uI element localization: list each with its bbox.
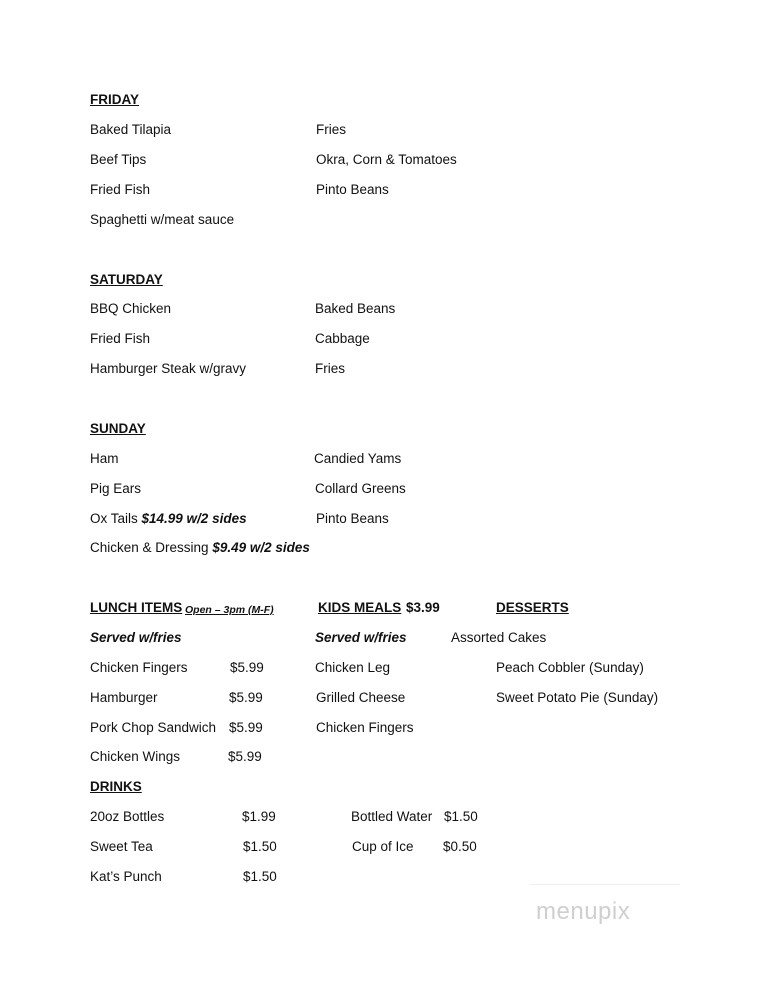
sunday-heading: SUNDAY [90,421,146,436]
kids-item-2: Grilled Cheese [316,690,406,705]
friday-main-1: Baked Tilapia [90,122,172,137]
desserts-heading: DESSERTS [496,600,569,615]
sunday-side-2: Collard Greens [315,481,406,496]
watermark-rule [530,884,680,885]
sunday-main-4 [90,540,310,556]
drink-price-2: $1.50 [243,839,277,854]
sunday-main-4-name: Chicken & Dressing [90,540,213,555]
dessert-item-1: Assorted Cakes [451,630,547,645]
saturday-side-1: Baked Beans [315,301,396,316]
lunch-item-3: Pork Chop Sandwich [90,720,217,735]
lunch-item-2: Hamburger [90,690,158,705]
lunch-hours: Open – 3pm (M-F) [185,604,274,616]
lunch-item-1: Chicken Fingers [90,660,188,675]
saturday-heading: SATURDAY [90,272,163,287]
saturday-side-3: Fries [315,361,345,376]
sunday-main-3 [90,511,247,527]
kids-item-3: Chicken Fingers [316,720,414,735]
drinks-heading: DRINKS [90,779,142,794]
drink-item-4: Bottled Water [351,809,433,824]
sunday-main-3-name: Ox Tails [90,511,142,526]
lunch-price-2: $5.99 [229,690,263,705]
saturday-main-1: BBQ Chicken [90,301,172,316]
lunch-heading: LUNCH ITEMS [90,600,183,615]
saturday-main-2: Fried Fish [90,331,151,346]
lunch-item-4: Chicken Wings [90,749,181,764]
lunch-price-1: $5.99 [230,660,264,675]
sunday-side-3: Pinto Beans [316,511,389,526]
sunday-side-1: Candied Yams [314,451,402,466]
drink-price-5: $0.50 [443,839,477,854]
friday-main-3: Fried Fish [90,182,151,197]
lunch-price-3: $5.99 [229,720,263,735]
kids-heading: KIDS MEALS [318,600,402,615]
saturday-main-3: Hamburger Steak w/gravy [90,361,247,376]
lunch-price-4: $5.99 [228,749,262,764]
friday-main-4: Spaghetti w/meat sauce [90,212,235,227]
sunday-main-4-note: $9.49 w/2 sides [212,540,310,555]
drink-item-5: Cup of Ice [352,839,414,854]
dessert-item-3: Sweet Potato Pie (Sunday) [496,690,659,705]
drink-item-3: Kat’s Punch [90,869,162,884]
menupix-watermark: menupix [536,898,631,925]
drink-item-1: 20oz Bottles [90,809,165,824]
drink-price-4: $1.50 [444,809,478,824]
drink-price-1: $1.99 [242,809,276,824]
kids-price: $3.99 [406,600,440,615]
lunch-served: Served w/fries [90,630,182,645]
drink-price-3: $1.50 [243,869,277,884]
kids-item-1: Chicken Leg [315,660,391,675]
kids-served: Served w/fries [315,630,407,645]
dessert-item-2: Peach Cobbler (Sunday) [496,660,644,675]
friday-heading: FRIDAY [90,92,140,107]
saturday-side-2: Cabbage [315,331,370,346]
sunday-main-1: Ham [90,451,119,466]
drink-item-2: Sweet Tea [90,839,153,854]
friday-side-1: Fries [316,122,346,137]
friday-main-2: Beef Tips [90,152,147,167]
sunday-main-3-note: $14.99 w/2 sides [141,511,247,526]
sunday-main-2: Pig Ears [90,481,142,496]
friday-side-3: Pinto Beans [316,182,389,197]
friday-side-2: Okra, Corn & Tomatoes [316,152,457,167]
